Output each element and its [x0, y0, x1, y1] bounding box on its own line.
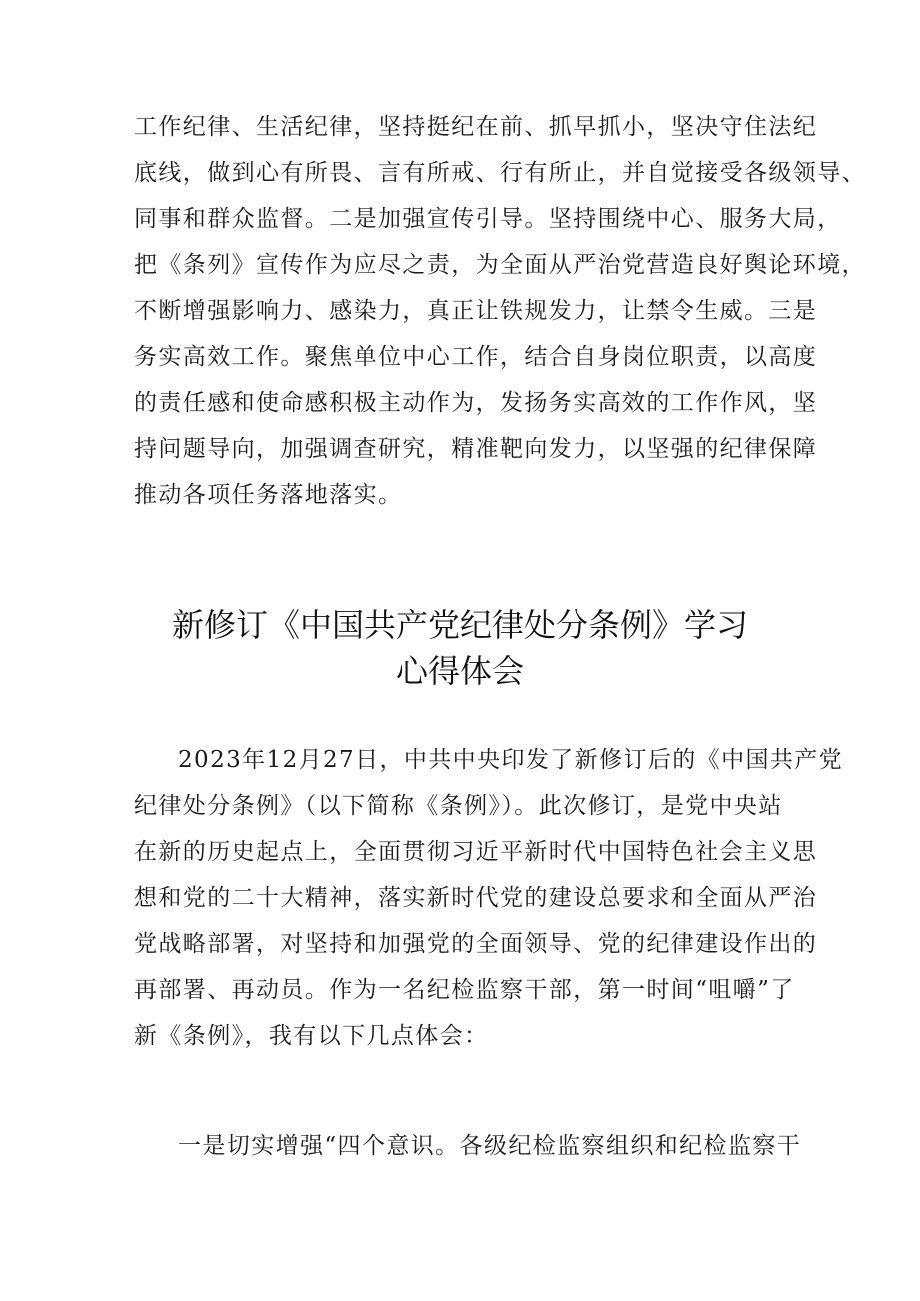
paragraph-line: 2023年12月27日，中共中央印发了新修订后的《中国共产党	[178, 747, 844, 773]
paragraph-line: 新《条例》，我有以下几点体会：	[134, 1023, 489, 1049]
paragraph-line: 再部署、再动员。作为一名纪检监察干部，第一时间“咀嚼”了	[134, 977, 795, 1003]
paragraph-line: 在新的历史起点上，全面贯彻习近平新时代中国特色社会主义思	[134, 839, 818, 865]
paragraph-line: 持问题导向，加强调查研究，精准靶向发力，以坚强的纪律保障	[134, 436, 818, 462]
point-one-paragraph	[134, 1123, 802, 1169]
paragraph-line: 工作纪律、生活纪律，坚持挺纪在前、抓早抓小，坚决守住法纪	[134, 114, 818, 140]
paragraph-line: 不断增强影响力、感染力，真正让铁规发力，让禁令生威。三是	[134, 298, 818, 324]
paragraph-line: 务实高效工作。聚焦单位中心工作，结合自身岗位职责，以高度	[134, 344, 818, 370]
paragraph-line: 一是切实增强“四个意识。各级纪检监察组织和纪检监察干	[178, 1133, 802, 1159]
paragraph-line: 把《条列》宣传作为应尽之责，为全面从严治党营造良好舆论环境，	[134, 252, 866, 278]
paragraph-line: 推动各项任务落地落实。	[134, 482, 403, 508]
intro-paragraph	[134, 737, 844, 1059]
article-title-line-1: 新修订《中国共产党纪律处分条例》学习	[171, 606, 748, 644]
continuation-paragraph	[134, 104, 866, 518]
paragraph-line: 纪律处分条例》（以下简称《条例》）。此次修订，是党中央站	[134, 793, 783, 819]
paragraph-line: 党战略部署，对坚持和加强党的全面领导、党的纪律建设作出的	[134, 931, 818, 957]
paragraph-line: 的责任感和使命感积极主动作为，发扬务实高效的工作作风，坚	[134, 390, 818, 416]
article-title-line-2: 心得体会	[395, 652, 524, 690]
paragraph-line: 底线，做到心有所畏、言有所戒、行有所止，并自觉接受各级领导、	[134, 160, 866, 186]
paragraph-line: 想和党的二十大精神，落实新时代党的建设总要求和全面从严治	[134, 885, 818, 911]
paragraph-line: 同事和群众监督。二是加强宣传引导。坚持围绕中心、服务大局，	[134, 206, 842, 232]
